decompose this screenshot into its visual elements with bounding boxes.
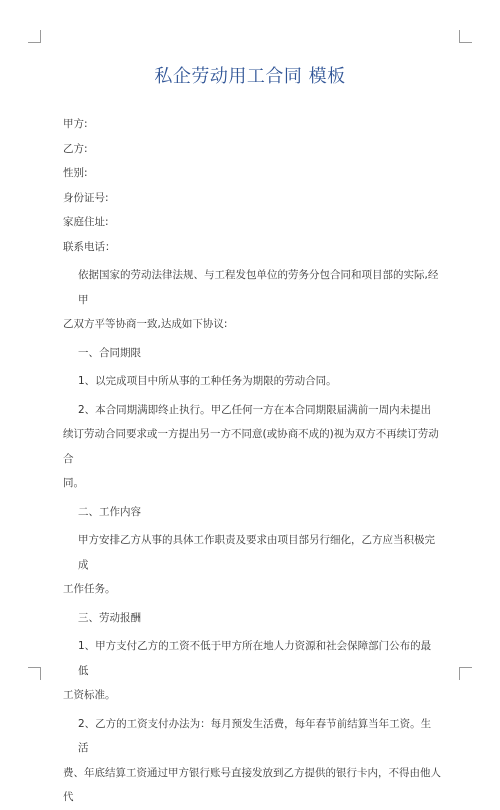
crop-mark-bottom-left (28, 667, 41, 680)
section-heading: 二、工作内容 (78, 505, 141, 518)
intro-line-1: 依据国家的劳动法律法规、与工程发包单位的劳务分包合同和项目部的实际,经甲 (78, 269, 439, 306)
paragraph-line: 工作任务。 (63, 583, 116, 595)
paragraph-line: 工资标准。 (63, 689, 116, 701)
paragraph-line: 续订劳动合同要求或一方提出另一方不同意(或协商不成的)视为双方不再续订劳动合 (63, 428, 439, 465)
field-id-number: 身份证号: (63, 191, 109, 204)
crop-mark-bottom-right (459, 667, 472, 680)
crop-mark-top-right (459, 30, 472, 43)
field-gender: 性别: (63, 167, 88, 179)
intro-line-2: 乙双方平等协商一致,达成如下协议: (63, 318, 228, 330)
crop-mark-top-left (28, 30, 41, 43)
paragraph-line: 同。 (63, 477, 84, 489)
document-title: 私企劳动用工合同 模板 (154, 66, 346, 87)
field-phone: 联系电话： (63, 240, 116, 253)
section-heading: 三、劳动报酬 (78, 611, 141, 624)
paragraph-line: 甲方安排乙方从事的具体工作职责及要求由项目部另行细化，乙方应当积极完成 (78, 534, 435, 571)
paragraph-line: 2、本合同期满即终止执行。甲乙任何一方在本合同期限届满前一周内未提出 (78, 403, 432, 416)
paragraph-line: 2、乙方的工资支付办法为：每月预发生活费，每年春节前结算当年工资。生活 (78, 717, 432, 754)
section-heading: 一、合同期限 (78, 346, 141, 359)
field-home-address: 家庭住址: (63, 216, 109, 228)
paragraph-line: 费、年底结算工资通过甲方银行账号直接发放到乙方提供的银行卡内，不得由他人代 (63, 766, 441, 803)
paragraph-line: 1、甲方支付乙方的工资不低于甲方所在地人力资源和社会保障部门公布的最低 (78, 640, 432, 677)
paragraph-line: 1、以完成项目中所从事的工种任务为期限的劳动合同。 (78, 375, 337, 387)
field-party-a: 甲方: (63, 118, 88, 130)
field-party-b: 乙方: (63, 142, 88, 155)
document-body (63, 112, 441, 810)
